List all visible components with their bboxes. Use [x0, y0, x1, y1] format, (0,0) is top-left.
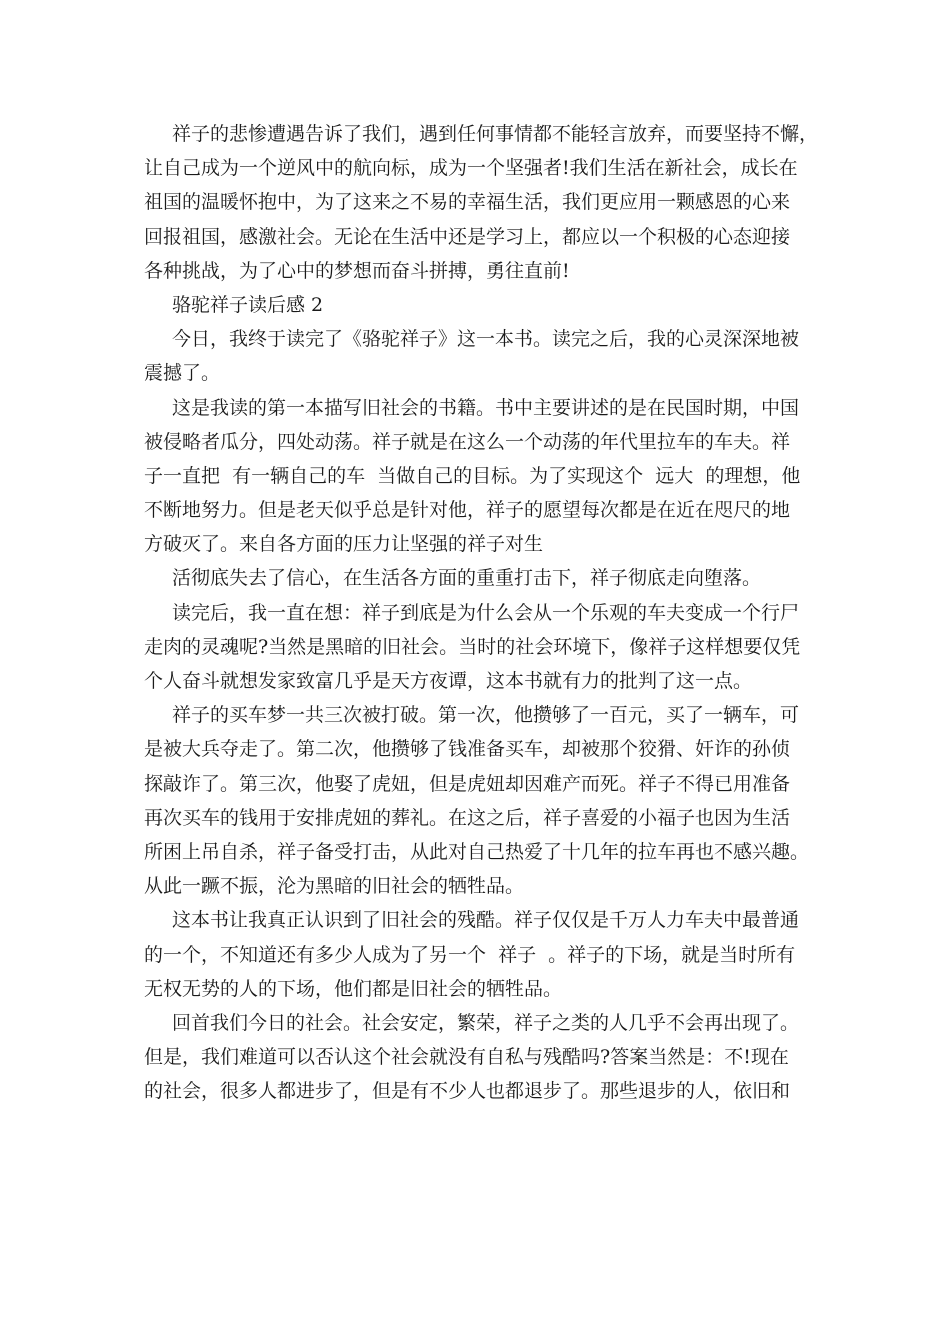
document-body	[144, 117, 824, 1108]
text-line: 各种挑战，为了心中的梦想而奋斗拼搏，勇往直前!	[144, 259, 570, 282]
text-line: 读完后，我一直在想：祥子到底是为什么会从一个乐观的车夫变成一个行尸	[172, 601, 800, 624]
text-line: 让自己成为一个逆风中的航向标，成为一个坚强者!我们生活在新社会，成长在	[144, 157, 798, 180]
text-line: 祥子的悲惨遭遇告诉了我们，遇到任何事情都不能轻言放弃，而要坚持不懈，	[172, 123, 819, 145]
text-line: 被侵略者瓜分，四处动荡。祥子就是在这么一个动荡的年代里拉车的车夫。祥	[144, 430, 791, 453]
text-line: 探敲诈了。第三次，他娶了虎妞，但是虎妞却因难产而死。祥子不得已用准备	[144, 772, 791, 795]
text-line: 这本书让我真正认识到了旧社会的残酷。祥子仅仅是千万人力车夫中最普通	[172, 909, 800, 932]
text-line: 今日，我终于读完了《骆驼祥子》这一本书。读完之后，我的心灵深深地被	[172, 328, 800, 351]
text-line: 个人奋斗就想发家致富几乎是天方夜谭，这本书就有力的批判了这一点。	[144, 670, 753, 692]
text-line: 走肉的灵魂呢?当然是黑暗的旧社会。当时的社会环境下，像祥子这样想要仅凭	[144, 635, 801, 658]
text-line: 的一个，不知道还有多少人成为了另一个 祥子 。祥子的下场，就是当时所有	[144, 943, 796, 966]
text-line: 震撼了。	[144, 362, 221, 385]
text-line: 方破灭了。来自各方面的压力让坚强的祥子对生	[144, 533, 544, 556]
text-line: 祖国的温暖怀抱中，为了这来之不易的幸福生活，我们更应用一颗感恩的心来	[144, 191, 791, 214]
text-line: 子一直把 有一辆自己的车 当做自己的目标。为了实现这个 远大 的理想，他	[144, 464, 801, 487]
text-line: 活彻底失去了信心，在生活各方面的重重打击下，祥子彻底走向堕落。	[172, 567, 762, 590]
text-line: 祥子的买车梦一共三次被打破。第一次，他攒够了一百元，买了一辆车，可	[172, 704, 800, 727]
text-line: 再次买车的钱用于安排虎妞的葬礼。在这之后，祥子喜爱的小福子也因为生活	[144, 806, 791, 829]
text-line: 从此一蹶不振，沦为黑暗的旧社会的牺牲品。	[144, 875, 525, 898]
text-line: 这是我读的第一本描写旧社会的书籍。书中主要讲述的是在民国时期，中国	[172, 396, 800, 419]
text-line: 回首我们今日的社会。社会安定，繁荣，祥子之类的人几乎不会再出现了。	[172, 1011, 800, 1034]
text-line: 无权无势的人的下场，他们都是旧社会的牺牲品。	[144, 977, 563, 1000]
text-line: 是被大兵夺走了。第二次，他攒够了钱准备买车，却被那个狡猾、奸诈的孙侦	[144, 738, 791, 761]
text-line: 但是，我们难道可以否认这个社会就没有自私与残酷吗?答案当然是：不!现在	[144, 1046, 789, 1069]
section-heading: 骆驼祥子读后感 2	[172, 293, 324, 316]
text-line: 的社会，很多人都进步了，但是有不少人也都退步了。那些退步的人，依旧和	[144, 1080, 791, 1103]
text-line: 不断地努力。但是老天似乎总是针对他，祥子的愿望每次都是在近在咫尺的地	[144, 499, 791, 522]
text-line: 所困上吊自杀，祥子备受打击，从此对自己热爱了十几年的拉车再也不感兴趣。	[144, 840, 810, 863]
text-line: 回报祖国，感激社会。无论在生活中还是学习上，都应以一个积极的心态迎接	[144, 225, 791, 248]
